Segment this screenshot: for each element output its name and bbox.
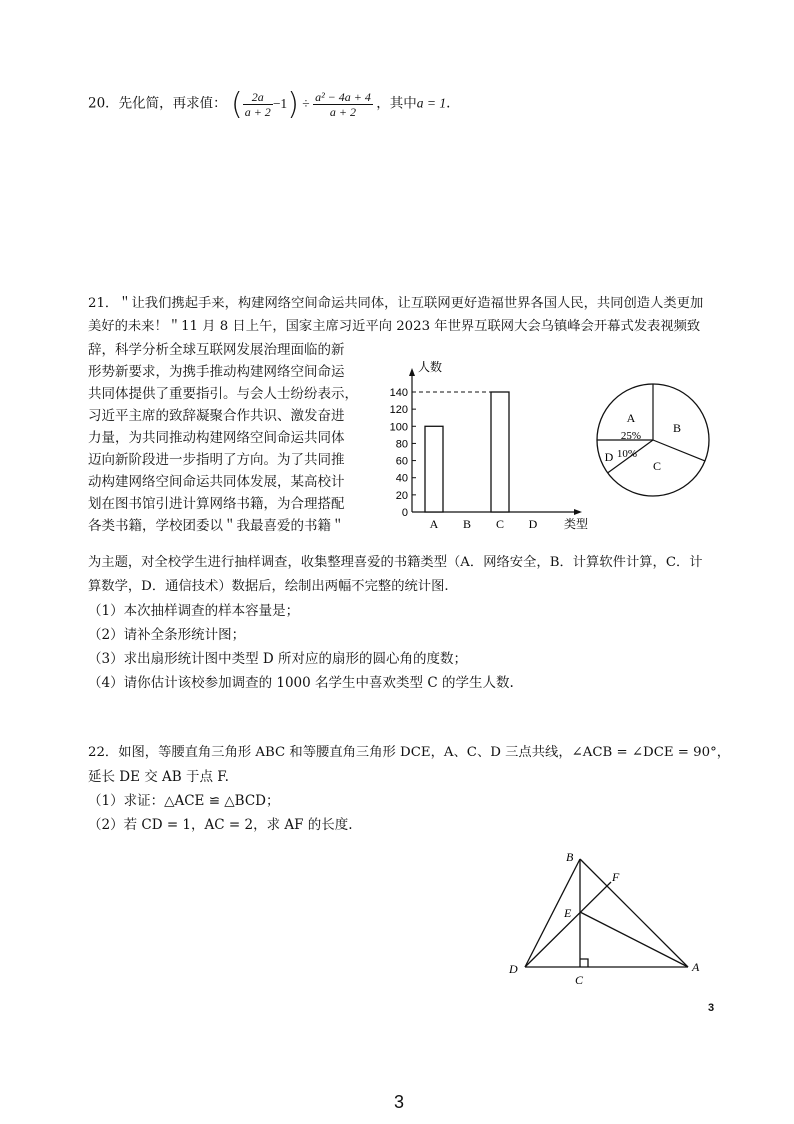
pie-label-a: A bbox=[626, 411, 636, 425]
segment-df bbox=[525, 882, 611, 967]
q22-line-2: 延长 DE 交 AB 于点 F. bbox=[88, 769, 229, 785]
bar-c bbox=[491, 392, 509, 512]
right-angle-mark bbox=[580, 959, 588, 967]
q20-condition: a = 1 bbox=[416, 95, 447, 111]
q20-divide: ÷ bbox=[302, 95, 310, 111]
q21-wrap-line: 动构建网络空间命运共同体发展，某高校计 bbox=[88, 474, 345, 490]
q21-line-2: 美好的未来！＂11 月 8 日上午，国家主席习近平向 2023 年世界互联网大会乌镇峰会开幕式发表视频致 bbox=[88, 319, 701, 334]
point-label-a: A bbox=[692, 960, 700, 974]
segment-ea bbox=[580, 912, 688, 967]
q20-suffix-end: . bbox=[446, 95, 451, 112]
pie-percent-a: 25% bbox=[620, 430, 642, 442]
q21-sub-3: （3）求出扇形统计图中类型 D 所对应的扇形的圆心角的度数； bbox=[88, 651, 467, 667]
y-tick-label: 40 bbox=[395, 472, 408, 485]
triangle-figure bbox=[500, 845, 710, 990]
y-tick-label: 80 bbox=[395, 438, 408, 451]
q20-frac1-denominator: a + 2 bbox=[244, 105, 271, 119]
q21-line-1: 21．＂让我们携起手来，构建网络空间命运共同体，让互联网更好造福世界各国人民，共同创造人类更加 bbox=[88, 296, 704, 311]
q20-expression: ( $\frac{2a}{a + 2}$ −1) ÷ $\frac{\text{a² − 4a + 4}}{a + 2}$ bbox=[230, 86, 371, 122]
y-axis-title: 人数 bbox=[418, 360, 443, 374]
q21-line-after-2: 算数学，D．通信技术）数据后，绘制出两幅不完整的统计图. bbox=[88, 579, 449, 594]
pie-label-c: C bbox=[652, 459, 662, 473]
q21-wrap-line: 划在图书馆引进计算网络书籍，为合理搭配 bbox=[88, 496, 345, 512]
question-20 bbox=[88, 86, 451, 122]
segment-bd bbox=[525, 859, 580, 967]
point-label-c: C bbox=[575, 973, 584, 987]
q21-wrap-line: 习近平主席的致辞凝聚合作共识、激发奋进 bbox=[88, 408, 345, 424]
pie-chart bbox=[588, 375, 718, 505]
page-number-small: 3 bbox=[708, 1002, 715, 1014]
x-tick-label: C bbox=[495, 517, 505, 531]
q22-sub-2: （2）若 CD = 1，AC = 2，求 AF 的长度. bbox=[88, 817, 353, 833]
segment-ba bbox=[580, 859, 688, 967]
point-label-d: D bbox=[509, 962, 518, 976]
q21-wrap-line: 共同体提供了重要指引。与会人士纷纷表示， bbox=[88, 386, 358, 402]
bar-a bbox=[425, 426, 443, 512]
q21-wrap-line: 辞，科学分析全球互联网发展治理面临的新 bbox=[88, 342, 345, 358]
q20-frac2-denominator: a + 2 bbox=[329, 105, 357, 119]
q21-sub-1: （1）本次抽样调查的样本容量是； bbox=[88, 603, 300, 619]
q22-line-1: 22．如图，等腰直角三角形 ABC 和等腰直角三角形 DCE，A、C、D 三点共线，∠ACB = ∠DCE = 90°， bbox=[88, 745, 731, 760]
q21-wrap-line: 迈向新阶段进一步指明了方向。为了共同推 bbox=[88, 452, 345, 468]
pie-label-d: D bbox=[604, 450, 614, 464]
pie-percent-d: 10% bbox=[616, 448, 638, 460]
q20-frac1-numerator: 2a bbox=[243, 90, 273, 105]
y-tick-label: 120 bbox=[389, 404, 408, 417]
q20-frac2-numerator: a² − 4a + 4 bbox=[315, 90, 371, 104]
point-label-e: E bbox=[564, 906, 572, 920]
y-tick-label: 0 bbox=[401, 507, 408, 519]
x-axis-title: 类型 bbox=[564, 517, 589, 531]
q21-wrap-line: 形势新要求，为携手推动构建网络空间命运 bbox=[88, 364, 345, 380]
q20-minus-one: −1 bbox=[272, 95, 288, 111]
page-number: 3 bbox=[394, 1092, 405, 1112]
q20-prefix: 20．先化简，再求值： bbox=[88, 95, 227, 112]
q21-sub-4: （4）请你估计该校参加调查的 1000 名学生中喜欢类型 C 的学生人数. bbox=[88, 675, 514, 691]
y-tick-label: 100 bbox=[389, 421, 408, 434]
q21-wrap-line: 各类书籍，学校团委以＂我最喜爱的书籍＂ bbox=[88, 518, 345, 534]
q21-wrap-line: 力量，为共同推动构建网络空间命运共同体 bbox=[88, 430, 345, 446]
x-axis-arrow bbox=[574, 509, 582, 515]
x-tick-label: A bbox=[429, 517, 439, 531]
y-axis-arrow bbox=[409, 368, 415, 376]
y-tick-label: 20 bbox=[395, 489, 408, 502]
x-tick-label: D bbox=[528, 517, 538, 531]
bar-chart bbox=[378, 350, 598, 540]
point-label-b: B bbox=[566, 850, 574, 864]
q21-line-after-1: 为主题，对全校学生进行抽样调查，收集整理喜爱的书籍类型（A．网络安全，B．计算软件计算，C．计 bbox=[88, 555, 703, 570]
pie-label-b: B bbox=[672, 421, 682, 435]
q21-sub-2: （2）请补全条形统计图； bbox=[88, 627, 246, 643]
q20-suffix: ，其中 bbox=[376, 95, 417, 112]
x-tick-label: B bbox=[462, 517, 472, 531]
q21-wrap-text bbox=[88, 339, 358, 537]
y-tick-label: 60 bbox=[395, 455, 408, 468]
q22-sub-1: （1）求证：△ACE ≌ △BCD； bbox=[88, 793, 280, 809]
y-tick-label: 140 bbox=[389, 387, 408, 399]
point-label-f: F bbox=[612, 870, 620, 884]
